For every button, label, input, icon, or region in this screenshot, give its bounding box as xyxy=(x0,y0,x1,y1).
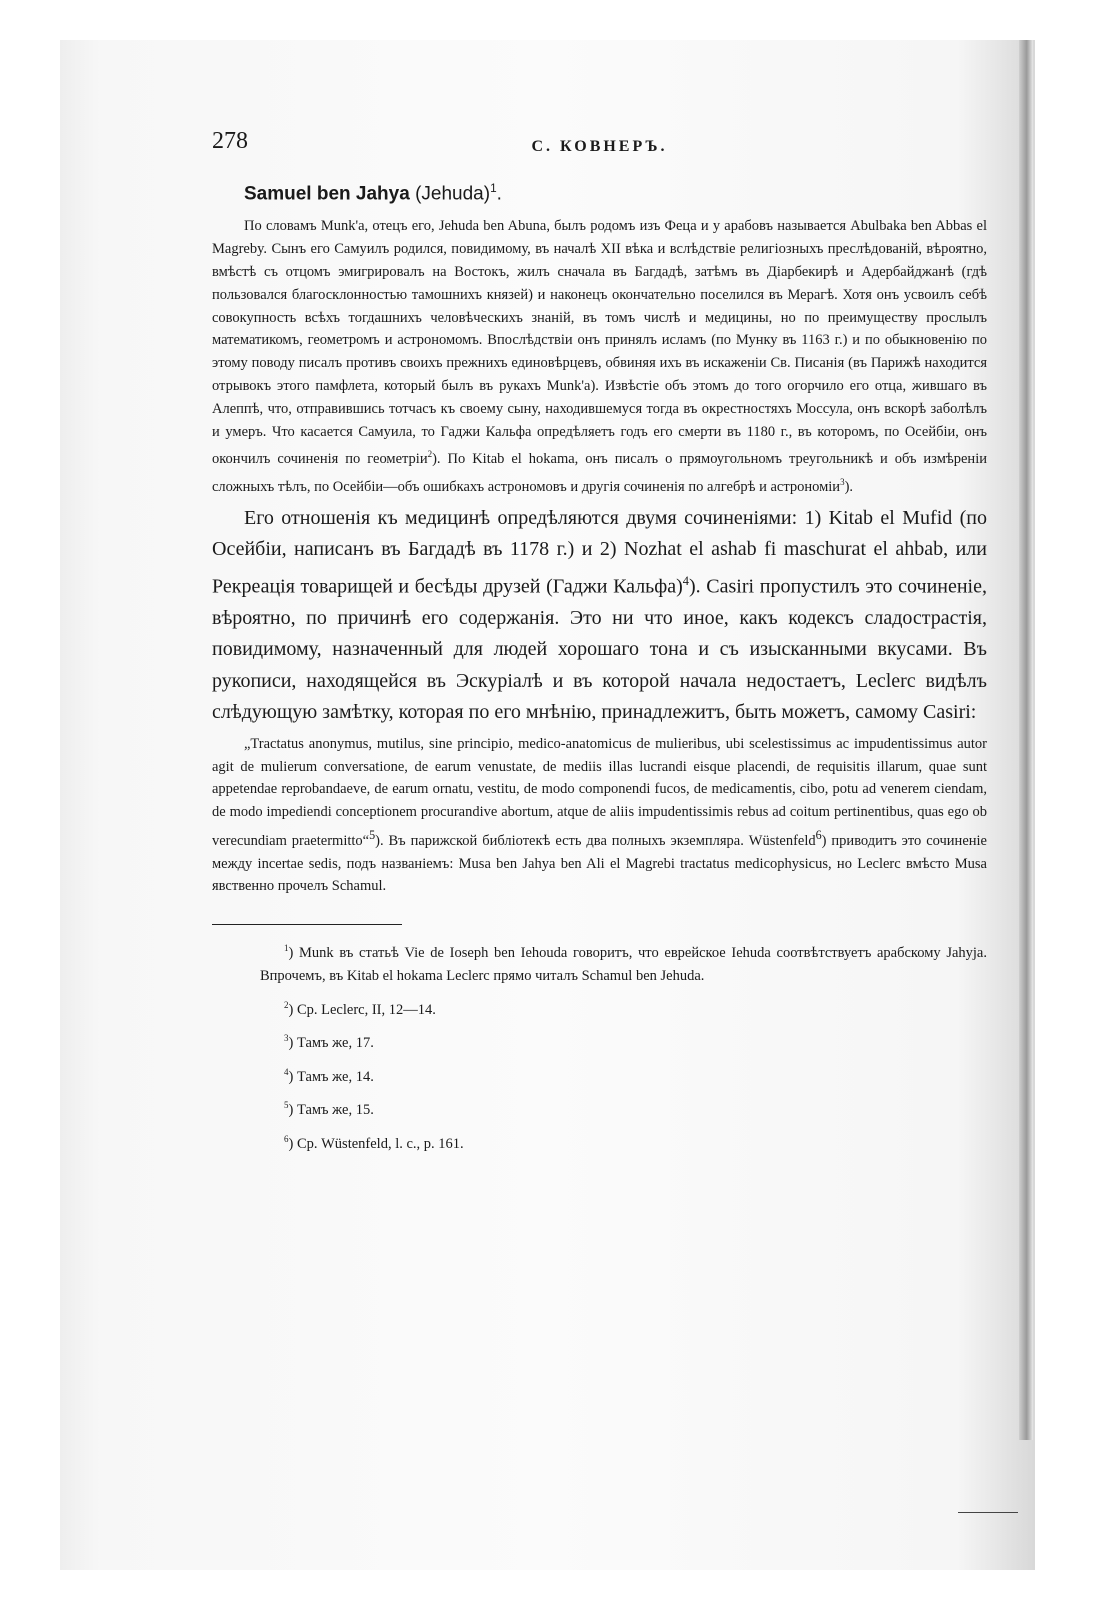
footnote xyxy=(212,937,987,987)
paragraph-text: По словамъ Munk'a, отецъ его, Jehuda ben Abuna, былъ родомъ изъ Феца и у арабовъ называется Abulbaka ben Abbas el Magreby. Сынъ его Самуилъ родился, повидимому, въ началѣ XII вѣка и вслѣдствіе религіозныхъ преслѣдованій, вѣроятно, вмѣстѣ съ отцомъ эмигрировалъ на Востокъ, жилъ сначала въ Багдадѣ, затѣмъ въ Діарбекирѣ и Адербайджанѣ (гдѣ пользовался благосклонностью тамошнихъ князей) и наконецъ окончательно поселился въ Мерагѣ. Хотя онъ усвоилъ себѣ совокупность всѣхъ тогдашнихъ человѣческихъ знаній, въ томъ числѣ и медицины, но по преимуществу прослылъ математикомъ, геометромъ и астрономомъ. Впослѣдствіи онъ принялъ исламъ (по Мунку въ 1163 г.) и по обыкновенію по этому поводу писалъ противъ своихъ прежнихъ единовѣрцевъ, обвиняя ихъ въ искаженіи Св. Писанія (въ Парижѣ находится отрывокъ этого памфлета, который былъ въ рукахъ Munk'a). Извѣстіе объ этомъ до того огорчило его отца, жившаго въ Алеппѣ, что, отправившись тотчасъ къ своему сыну, находившемуся тогда въ окрестностяхъ Моссула, онъ вскорѣ заболѣлъ и умеръ. Что касается Самуила, то Гаджи Кальфа опредѣляетъ годъ его смерти въ 1180 г., въ которомъ, по Осейбіи, онъ окончилъ сочиненія по геометріи xyxy=(212,218,987,468)
paragraph-text: ). По Kitab el hokama, онъ писалъ о прямоугольномъ треугольникѣ и объ измѣреніи сложныхъ тѣлъ, по Осейбіи—объ ошибкахъ астрономовъ и другія сочиненія по алгебрѣ и астрономіи xyxy=(212,451,987,495)
footnote-ref: 4 xyxy=(682,573,689,588)
footnote-text: ) Тамъ же, 15. xyxy=(288,1102,374,1119)
scan-dash-mark xyxy=(958,1512,1018,1513)
paragraph-text: ). Casiri пропустилъ это сочиненіе, вѣроятно, по причинѣ его содержанія. Это ни что иное, какъ кодексъ сладострастія, повидимому, назначенный для людей хорошаго тона и съ изысканными вкусами. Въ рукописи, находящейся въ Эскуріалѣ и въ которой начала недостаетъ, Leclerc видѣлъ слѣдующую замѣтку, которая по его мнѣнію, принадлежитъ, быть можетъ, самому Casiri: xyxy=(212,575,987,724)
quote-text: „Tractatus anonymus, mutilus, sine principio, medico-anatomicus de mulieribus, ubi scelestissimus ac impudentissimus autor agit de mulierum conversatione, de earum venustate, de mediis illas lucrandi eisque placendi, de requisitis illarum, quae sunt appetendae reprobandaeve, de earum ornatu, vestitu, de modo componendi fucos, de medicamentis, cibo, potu ad venerem ciendam, de modo impediendi conceptionem procurandive abortum, atque de aliis impudentissimis rebus ad coitum pertinentibus, quas ego ob verecundiam praetermitto“ xyxy=(212,735,987,849)
latin-quote xyxy=(212,733,987,898)
footnote-mark: 1 xyxy=(284,943,289,954)
footnote-text: ) Ср. Leclerc, II, 12—14. xyxy=(288,1001,436,1018)
footnote-mark: 2 xyxy=(284,999,289,1010)
footnote-rule xyxy=(212,924,402,925)
footnote-ref: 6 xyxy=(815,827,822,842)
page-header xyxy=(212,128,987,174)
footnote-mark: 3 xyxy=(284,1033,289,1044)
scan-binding-edge xyxy=(1019,40,1033,1440)
page xyxy=(212,128,987,1568)
paragraph-text: ). xyxy=(844,478,854,495)
footnote-mark: 6 xyxy=(284,1134,289,1145)
footnote-text: ) Тамъ же, 14. xyxy=(288,1068,374,1085)
footnote-ref: 1 xyxy=(490,182,497,195)
paragraph-text: ) приводитъ это сочиненіе между incertae sedis, подъ названіемъ: Musa ben Jahya ben Ali el Magrebi tractatus medicophysicus, но Leclerc вмѣсто Musa явственно прочелъ Schamul. xyxy=(212,832,987,895)
footnote-ref: 5 xyxy=(369,827,376,842)
section-title-suffix: . xyxy=(496,183,502,205)
page-number: 278 xyxy=(212,128,248,154)
footnote xyxy=(212,1061,987,1089)
footnote xyxy=(212,994,987,1022)
footnote xyxy=(212,1094,987,1122)
footnote-text: ) Munk въ статьѣ Vie de Ioseph ben Iehouda говоритъ, что еврейское Iehuda соотвѣтствуетъ арабскому Jahyja. Впрочемъ, въ Kitab el hokama Leclerc прямо читалъ Schamul ben Jehuda. xyxy=(260,944,987,984)
footnotes xyxy=(212,937,987,1156)
footnote-mark: 5 xyxy=(284,1100,289,1111)
footnote-ref: 2 xyxy=(427,449,433,460)
footnote-text: ) Тамъ же, 17. xyxy=(288,1034,374,1051)
paragraph-text: Его отношенія къ медицинѣ опредѣляются двумя сочиненіями: 1) Kitab el Mufid (по Осейбіи, написанъ въ Багдадѣ въ 1178 г.) и 2) Nozhat el ashab fi maschurat el ahbab, или Рекреація товарищей и бесѣды друзей (Гаджи Кальфа) xyxy=(212,506,987,598)
footnote-mark: 4 xyxy=(284,1066,289,1077)
paragraph-text: ). Въ парижской библіотекѣ есть два полныхъ экземпляра. Wüstenfeld xyxy=(375,832,816,849)
footnote-text: ) Ср. Wüstenfeld, l. c., p. 161. xyxy=(288,1135,464,1152)
footnote-ref: 3 xyxy=(840,476,845,487)
section-title-rest: (Jehuda) xyxy=(415,183,491,205)
running-head: С. КОВНЕРЪ. xyxy=(531,138,668,155)
footnote xyxy=(212,1027,987,1055)
paragraph-biography xyxy=(212,215,987,498)
section-title-name: Samuel ben Jahya xyxy=(244,183,410,205)
section-title xyxy=(244,182,987,205)
paragraph-medicine xyxy=(212,503,987,729)
footnote xyxy=(212,1128,987,1156)
